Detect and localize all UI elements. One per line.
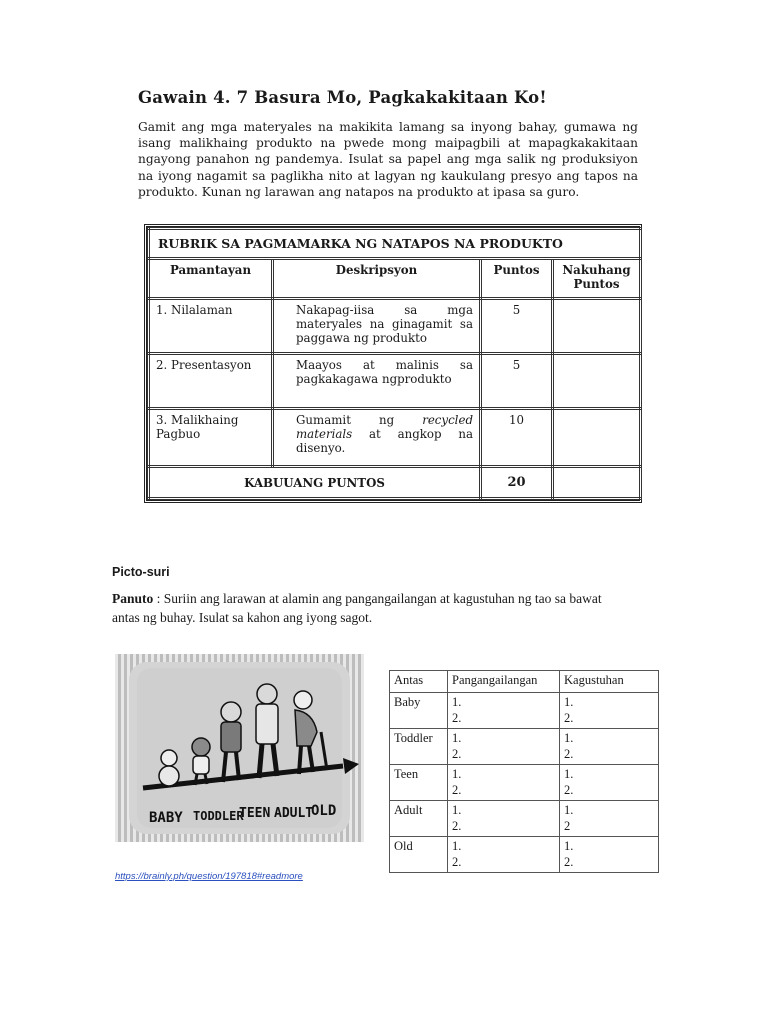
answer-line: 1. xyxy=(452,731,462,745)
rubric-criterion: 3. Malikhaing Pagbuo xyxy=(149,409,273,467)
image-label-toddler: TODDLER xyxy=(193,809,244,823)
answer-line: 1. xyxy=(564,731,574,745)
rubric-row xyxy=(149,354,641,409)
needs-cell[interactable] xyxy=(448,729,560,765)
wants-cell[interactable] xyxy=(560,765,659,801)
answer-line: 1. xyxy=(452,695,462,709)
rubric-total-value: 20 xyxy=(481,467,553,499)
rubric-points: 10 xyxy=(481,409,553,467)
answer-line: 1. xyxy=(452,839,462,853)
table-row xyxy=(390,765,659,801)
answer-line: 2 xyxy=(564,819,571,833)
answer-line: 2. xyxy=(452,855,462,869)
answer-line: 2. xyxy=(564,783,574,797)
answer-line: 2. xyxy=(452,747,462,761)
instructions-text: : Suriin ang larawan at alamin ang pangangailangan at kagustuhan ng tao sa bawat antas ng buhay. Isulat sa kahon ang iyong sagot. xyxy=(112,591,602,625)
rubric-criterion: 2. Presentasyon xyxy=(149,354,273,409)
instructions-label: Panuto xyxy=(112,591,154,606)
answer-line: 1. xyxy=(564,839,574,853)
picto-heading: Picto-suri xyxy=(112,565,170,579)
rubric-title: RUBRIK SA PAGMAMARKA NG NATAPOS NA PRODUKTO xyxy=(149,229,641,259)
rubric-earned-cell[interactable] xyxy=(553,409,641,467)
needs-cell[interactable] xyxy=(448,801,560,837)
rubric-description: Nakapag-iisa sa mga materyales na ginagamit sa paggawa ng produkto xyxy=(273,299,481,354)
stage-cell: Toddler xyxy=(390,729,448,765)
wants-cell[interactable] xyxy=(560,693,659,729)
rubric-row xyxy=(149,299,641,354)
answer-line: 2. xyxy=(452,711,462,725)
table-row xyxy=(390,693,659,729)
rubric-row xyxy=(149,409,641,467)
stage-cell: Teen xyxy=(390,765,448,801)
rubric-header-earned: Nakuhang Puntos xyxy=(553,259,641,299)
rubric-header-criteria: Pamantayan xyxy=(149,259,273,299)
image-label-baby: BABY xyxy=(149,810,183,826)
wants-cell[interactable] xyxy=(560,837,659,873)
needs-header-wants: Kagustuhan xyxy=(560,671,659,693)
rubric-description xyxy=(273,409,481,467)
answer-line: 1. xyxy=(452,803,462,817)
rubric-header-description: Deskripsyon xyxy=(273,259,481,299)
rubric-table xyxy=(144,224,642,503)
stage-cell: Adult xyxy=(390,801,448,837)
rubric-total-label: KABUUANG PUNTOS xyxy=(149,467,481,499)
rubric-description: Maayos at malinis sa pagkakagawa ngprodukto xyxy=(273,354,481,409)
rubric-earned-cell[interactable] xyxy=(553,299,641,354)
rubric-points: 5 xyxy=(481,354,553,409)
rubric-description-italic: recycled materials xyxy=(296,413,473,441)
answer-line: 2. xyxy=(564,747,574,761)
life-stages-image xyxy=(115,654,364,842)
needs-header-stage: Antas xyxy=(390,671,448,693)
rubric-criterion: 1. Nilalaman xyxy=(149,299,273,354)
answer-line: 1. xyxy=(564,767,574,781)
rubric-earned-cell[interactable] xyxy=(553,354,641,409)
stage-cell: Baby xyxy=(390,693,448,729)
answer-line: 1. xyxy=(564,803,574,817)
picto-instructions xyxy=(112,589,632,627)
table-row xyxy=(390,801,659,837)
image-label-old: OLD xyxy=(311,803,337,819)
answer-line: 2. xyxy=(452,819,462,833)
rubric-description-part: at angkop na disenyo. xyxy=(296,427,473,455)
answer-line: 1. xyxy=(452,767,462,781)
image-label-teen: TEEN xyxy=(239,806,271,821)
rubric-description-part: Gumamit ng xyxy=(296,413,423,427)
activity-title: Gawain 4. 7 Basura Mo, Pagkakakitaan Ko! xyxy=(138,88,547,107)
rubric-total-earned-cell[interactable] xyxy=(553,467,641,499)
needs-header-needs: Pangangailangan xyxy=(448,671,560,693)
image-source-link[interactable]: https://brainly.ph/question/197818#readmore xyxy=(115,871,303,882)
needs-wants-table xyxy=(389,670,659,873)
answer-line: 1. xyxy=(564,695,574,709)
rubric-points: 5 xyxy=(481,299,553,354)
answer-line: 2. xyxy=(452,783,462,797)
rubric-header-points: Puntos xyxy=(481,259,553,299)
needs-cell[interactable] xyxy=(448,837,560,873)
baby-figure xyxy=(159,750,179,786)
table-row xyxy=(390,837,659,873)
answer-line: 2. xyxy=(564,855,574,869)
activity-instructions: Gamit ang mga materyales na makikita lamang sa inyong bahay, gumawa ng isang malikhaing produkto na pwede mong maipagbili at mapagkakakitaan ngayong panahon ng pandemya. Isulat sa papel ang mga salik ng produksiyon na iyong nagamit sa paglikha nito at lagyan ng kaukulang presyo ang tapos na produkto. Kunan ng larawan ang natapos na produkto at ipasa sa guro. xyxy=(138,120,638,199)
answer-line: 2. xyxy=(564,711,574,725)
table-row xyxy=(390,729,659,765)
needs-cell[interactable] xyxy=(448,693,560,729)
image-label-adult: ADULT xyxy=(274,806,314,821)
needs-cell[interactable] xyxy=(448,765,560,801)
wants-cell[interactable] xyxy=(560,729,659,765)
stage-cell: Old xyxy=(390,837,448,873)
wants-cell[interactable] xyxy=(560,801,659,837)
